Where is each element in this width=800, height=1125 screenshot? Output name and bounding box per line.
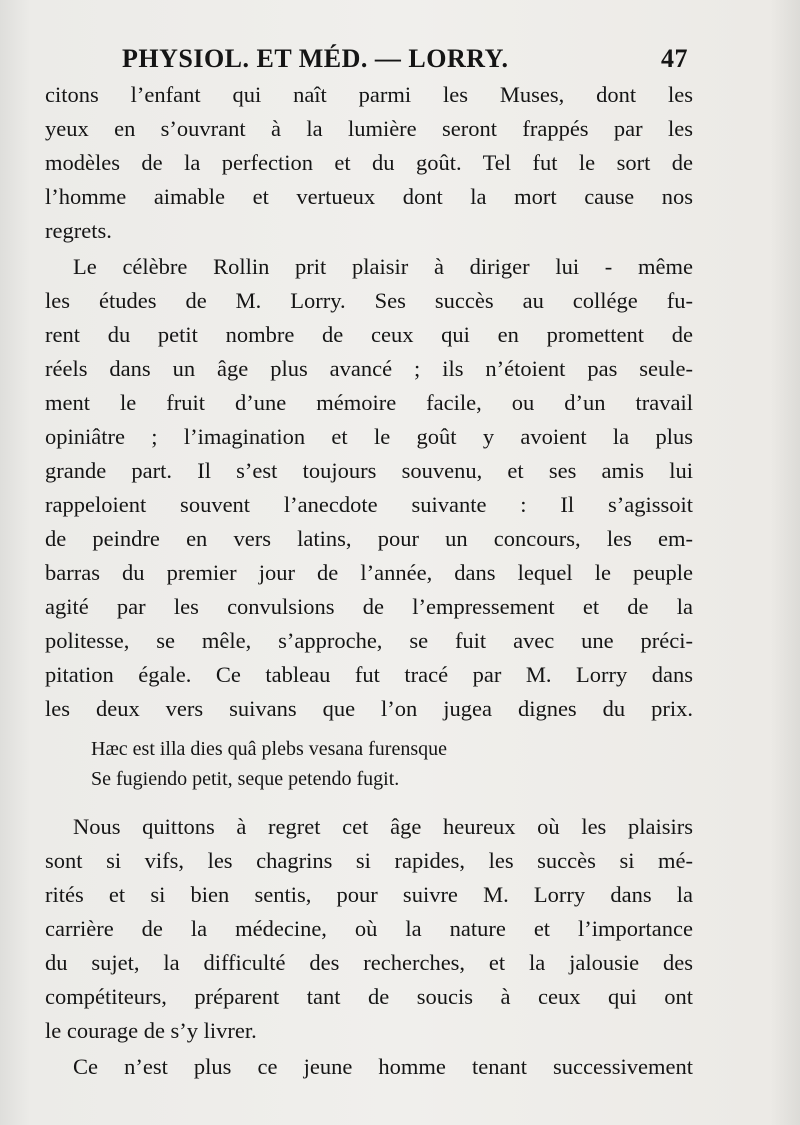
text-line: politesse, se mêle, s’approche, se fuit avec une préci- bbox=[45, 628, 693, 653]
text-line: les études de M. Lorry. Ses succès au collége fu- bbox=[45, 288, 693, 313]
paragraph bbox=[45, 1050, 693, 1084]
page-number: 47 bbox=[661, 44, 688, 73]
text-line: Nous quittons à regret cet âge heureux où les plaisirs bbox=[73, 814, 693, 839]
text-line: grande part. Il s’est toujours souvenu, et ses amis lui bbox=[45, 458, 693, 483]
text-line: les deux vers suivans que l’on jugea dignes du prix. bbox=[45, 696, 693, 721]
verse-line: Hæc est illa dies quâ plebs vesana furensque bbox=[91, 738, 448, 760]
text-line: de peindre en vers latins, pour un concours, les em- bbox=[45, 526, 693, 551]
text-line: agité par les convulsions de l’empressement et de la bbox=[45, 594, 693, 619]
text-line: barras du premier jour de l’année, dans lequel le peuple bbox=[45, 560, 693, 585]
text-line: ment le fruit d’une mémoire facile, ou d’un travail bbox=[45, 390, 693, 415]
text-line: réels dans un âge plus avancé ; ils n’étoient pas seule- bbox=[45, 356, 693, 381]
text-line: rités et si bien sentis, pour suivre M. Lorry dans la bbox=[45, 882, 693, 907]
text-line: le courage de s’y livrer. bbox=[45, 1018, 257, 1043]
paragraph bbox=[45, 250, 693, 726]
text-line: citons l’enfant qui naît parmi les Muses, dont les bbox=[45, 82, 693, 107]
running-head: PHYSIOL. ET MÉD. — LORRY. bbox=[122, 44, 509, 73]
text-line: modèles de la perfection et du goût. Tel fut le sort de bbox=[45, 150, 693, 175]
body-text bbox=[45, 78, 693, 1084]
text-line: sont si vifs, les chagrins si rapides, les succès si mé- bbox=[45, 848, 693, 873]
text-line: Ce n’est plus ce jeune homme tenant successivement bbox=[73, 1054, 693, 1079]
text-line: du sujet, la difficulté des recherches, et la jalousie des bbox=[45, 950, 693, 975]
text-line: carrière de la médecine, où la nature et l’importance bbox=[45, 916, 693, 941]
text-line: regrets. bbox=[45, 218, 112, 243]
latin-verse bbox=[45, 734, 693, 794]
text-line: opiniâtre ; l’imagination et le goût y avoient la plus bbox=[45, 424, 693, 449]
paragraph bbox=[45, 810, 693, 1048]
text-line: yeux en s’ouvrant à la lumière seront frappés par les bbox=[45, 116, 693, 141]
text-line: compétiteurs, préparent tant de soucis à ceux qui ont bbox=[45, 984, 693, 1009]
text-line: l’homme aimable et vertueux dont la mort cause nos bbox=[45, 184, 693, 209]
text-line: pitation égale. Ce tableau fut tracé par M. Lorry dans bbox=[45, 662, 693, 687]
verse-line: Se fugiendo petit, seque petendo fugit. bbox=[91, 768, 400, 790]
text-line: rappeloient souvent l’anecdote suivante : Il s’agissoit bbox=[45, 492, 693, 517]
text-line: rent du petit nombre de ceux qui en promettent de bbox=[45, 322, 693, 347]
text-line: Le célèbre Rollin prit plaisir à diriger lui - même bbox=[73, 254, 693, 279]
paragraph bbox=[45, 78, 693, 248]
